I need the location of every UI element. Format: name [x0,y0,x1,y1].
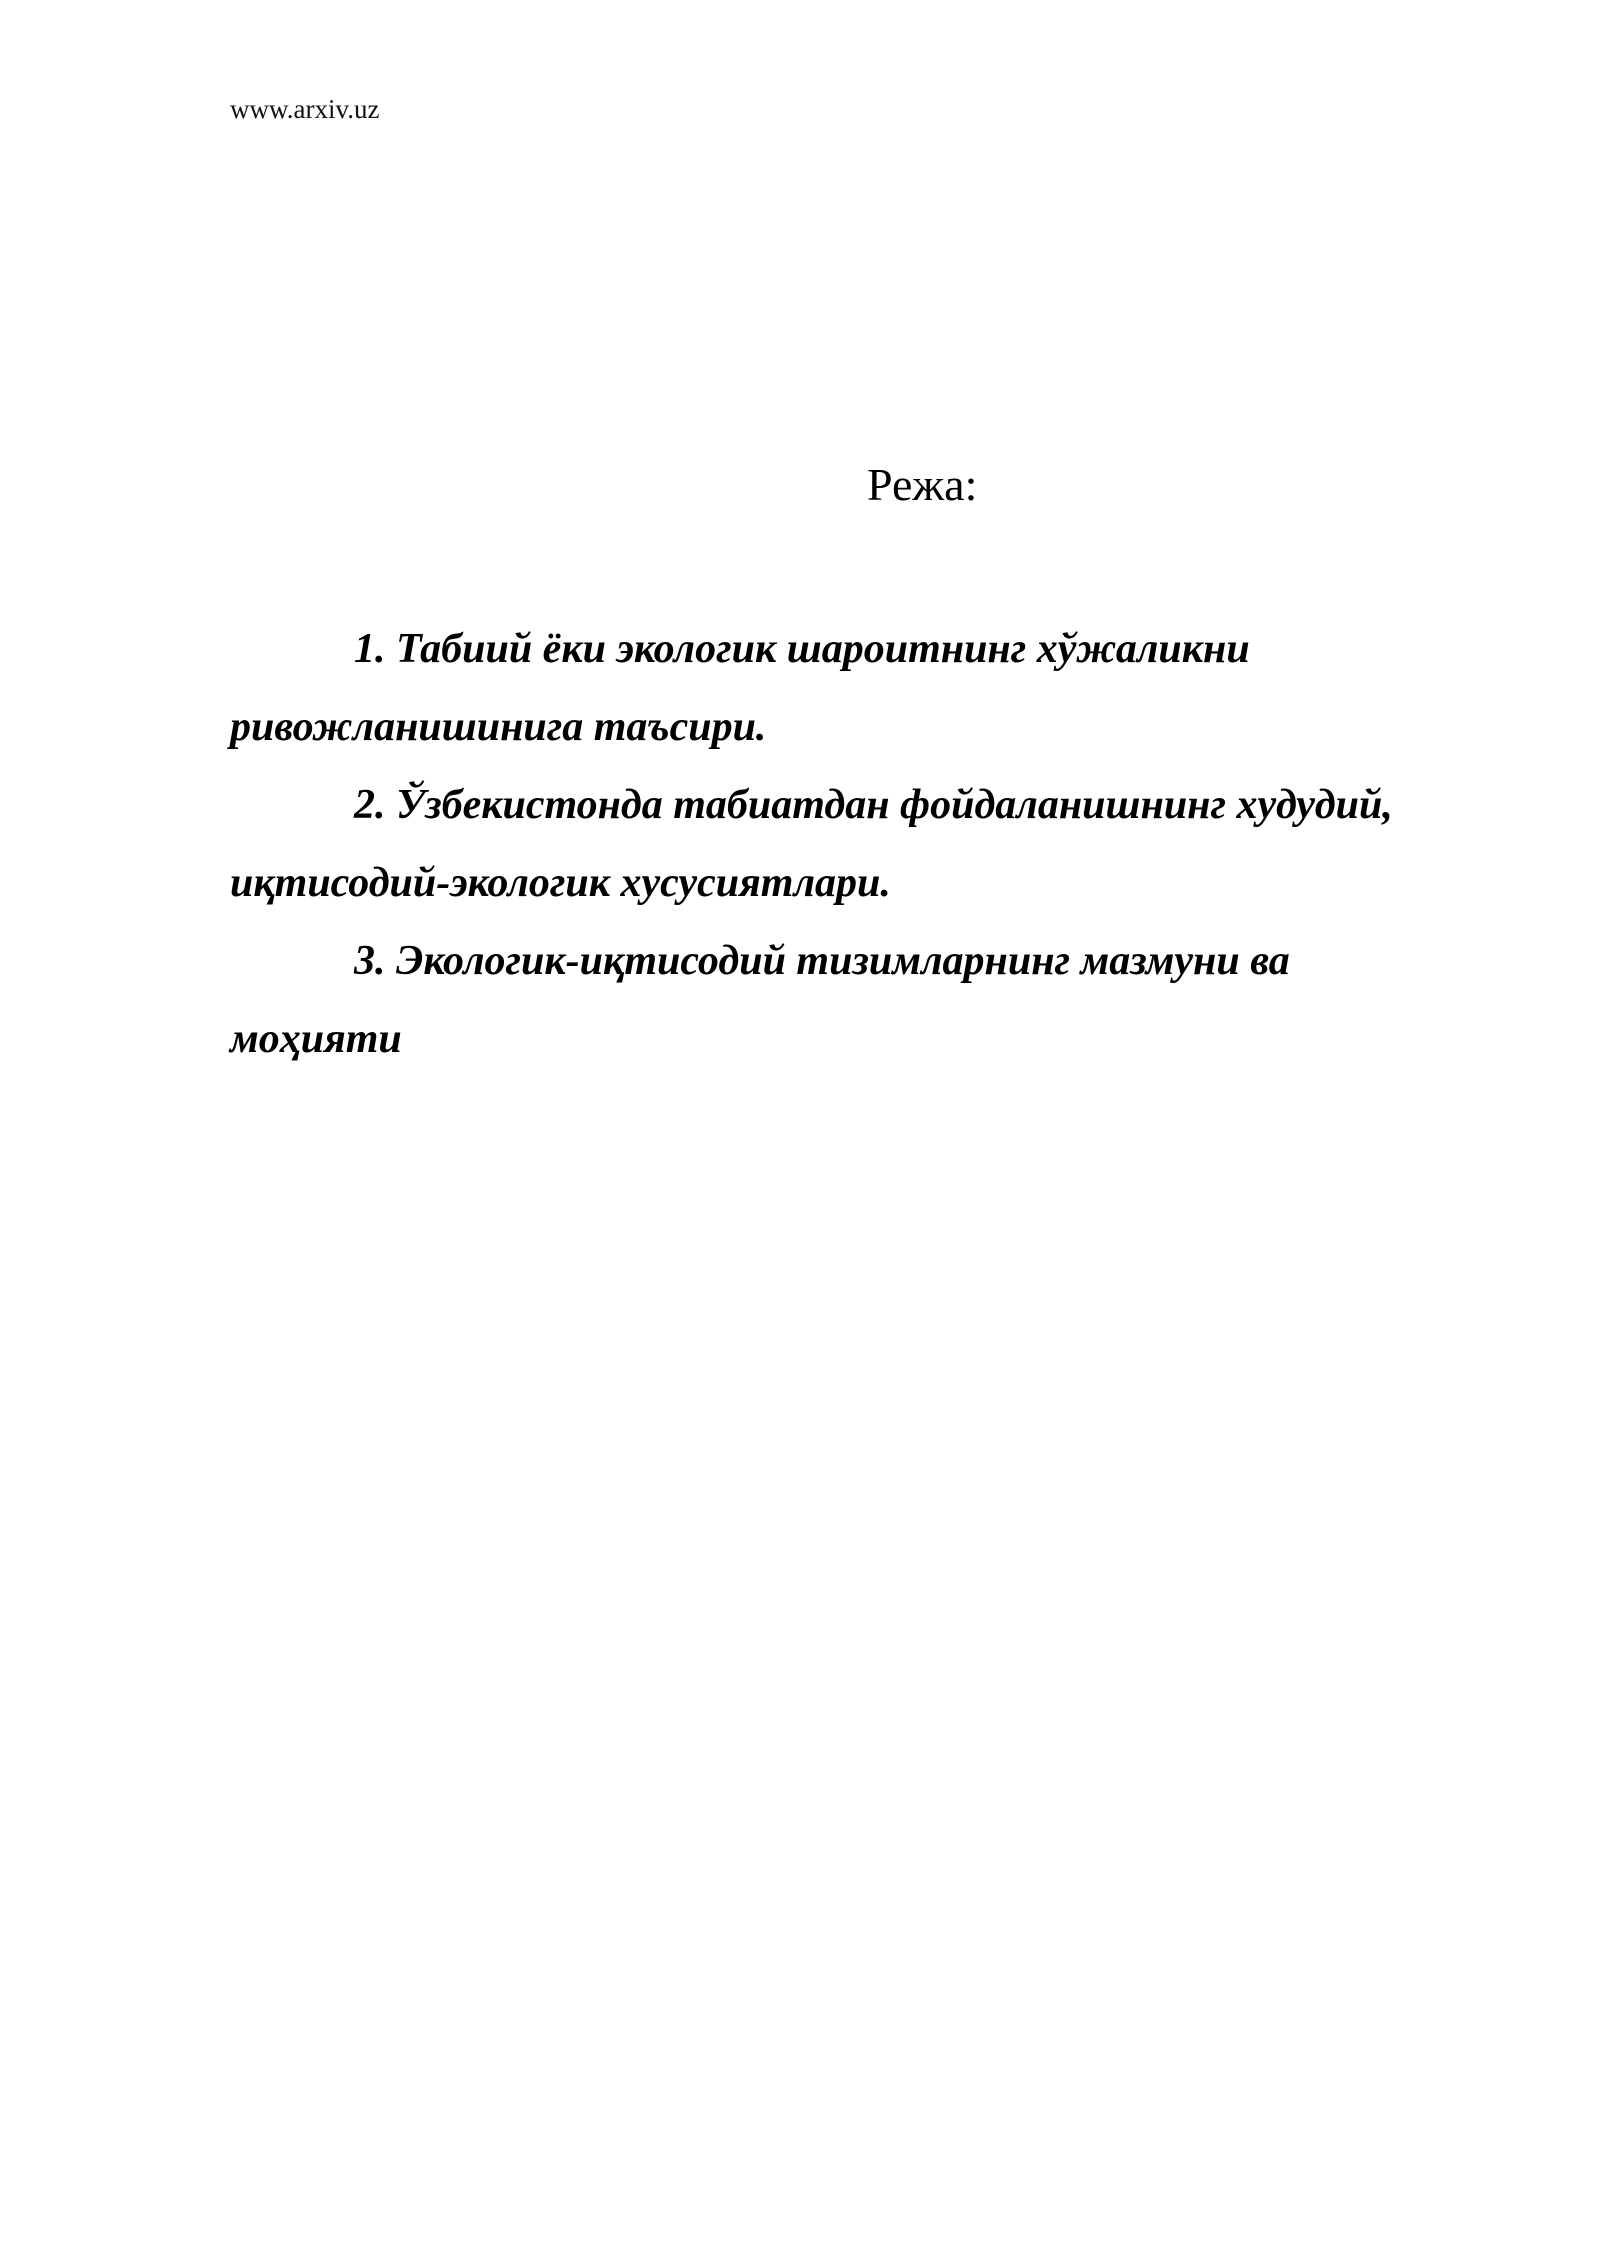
plan-list [230,610,1410,1078]
plan-title: Режа: [867,459,978,510]
header-site-url: www.arxiv.uz [230,94,380,124]
plan-item-2: 2. Ўзбекистонда табиатдан фойдаланишнинг худудий, иқтисодий-экологик хусусиятлари. [230,782,1393,906]
plan-item-1: 1. Табиий ёки экологик шароитнинг хўжаликни ривожланишинига таъсири. [230,626,1250,750]
plan-item-3: 3. Экологик-иқтисодий тизимларнинг мазмуни ва моҳияти [230,938,1290,1062]
